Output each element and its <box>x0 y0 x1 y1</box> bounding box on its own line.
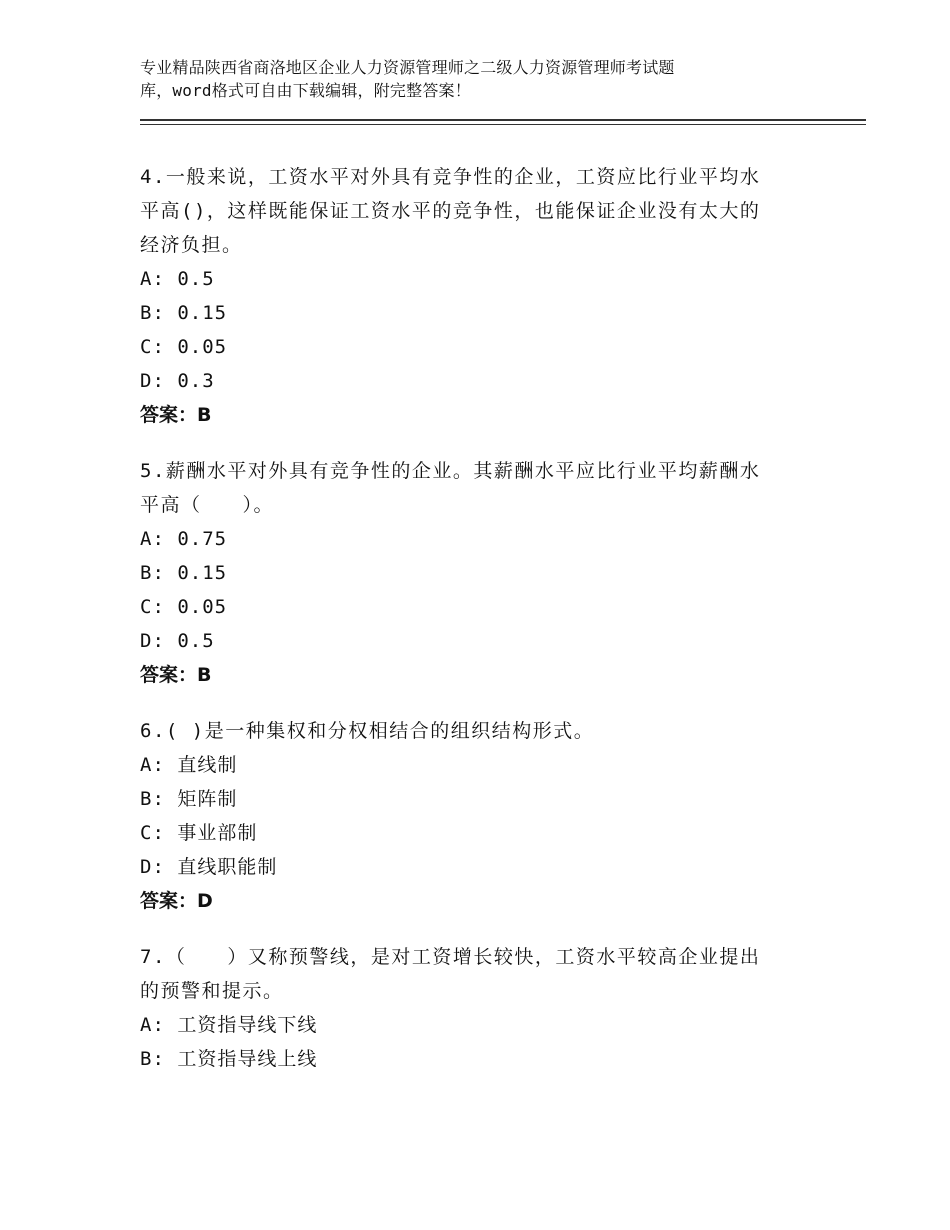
option-d: D: 直线职能制 <box>140 856 278 878</box>
option-d: D: 0.5 <box>140 630 215 652</box>
question-stem-line: 5.薪酬水平对外具有竞争性的企业。其薪酬水平应比行业平均薪酬水 <box>140 460 761 482</box>
option-a: A: 0.5 <box>140 268 215 290</box>
option-b: B: 0.15 <box>140 302 228 324</box>
option-a: A: 0.75 <box>140 528 228 550</box>
question-stem-line: 的预警和提示。 <box>140 980 284 1002</box>
question-7 <box>140 940 820 1076</box>
document-header <box>140 56 790 102</box>
answer-label: 答案：D <box>140 890 213 912</box>
header-title-line-2: 库，word格式可自由下载编辑，附完整答案！ <box>140 81 471 100</box>
question-6 <box>140 714 820 918</box>
question-stem-line: 经济负担。 <box>140 234 243 256</box>
answer-label: 答案：B <box>140 664 212 686</box>
question-list <box>140 160 820 1098</box>
option-d: D: 0.3 <box>140 370 215 392</box>
question-stem-line: 平高()，这样既能保证工资水平的竞争性，也能保证企业没有太大的 <box>140 200 761 222</box>
question-stem-line: 平高（ ）。 <box>140 494 275 516</box>
option-b: B: 矩阵制 <box>140 788 238 810</box>
question-stem-line: 7.（ ）又称预警线，是对工资增长较快，工资水平较高企业提出 <box>140 946 761 968</box>
question-stem-line: 6.( )是一种集权和分权相结合的组织结构形式。 <box>140 720 595 742</box>
header-title-line-1: 专业精品陕西省商洛地区企业人力资源管理师之二级人力资源管理师考试题 <box>140 58 675 77</box>
header-divider-thick <box>140 119 866 121</box>
option-b: B: 0.15 <box>140 562 228 584</box>
answer-label: 答案：B <box>140 404 212 426</box>
option-b: B: 工资指导线上线 <box>140 1048 318 1070</box>
question-stem-line: 4.一般来说，工资水平对外具有竞争性的企业，工资应比行业平均水 <box>140 166 761 188</box>
question-4 <box>140 160 820 432</box>
header-divider-thin <box>140 124 866 125</box>
option-c: C: 事业部制 <box>140 822 258 844</box>
question-5 <box>140 454 820 692</box>
option-a: A: 工资指导线下线 <box>140 1014 318 1036</box>
option-c: C: 0.05 <box>140 596 228 618</box>
option-a: A: 直线制 <box>140 754 238 776</box>
option-c: C: 0.05 <box>140 336 228 358</box>
